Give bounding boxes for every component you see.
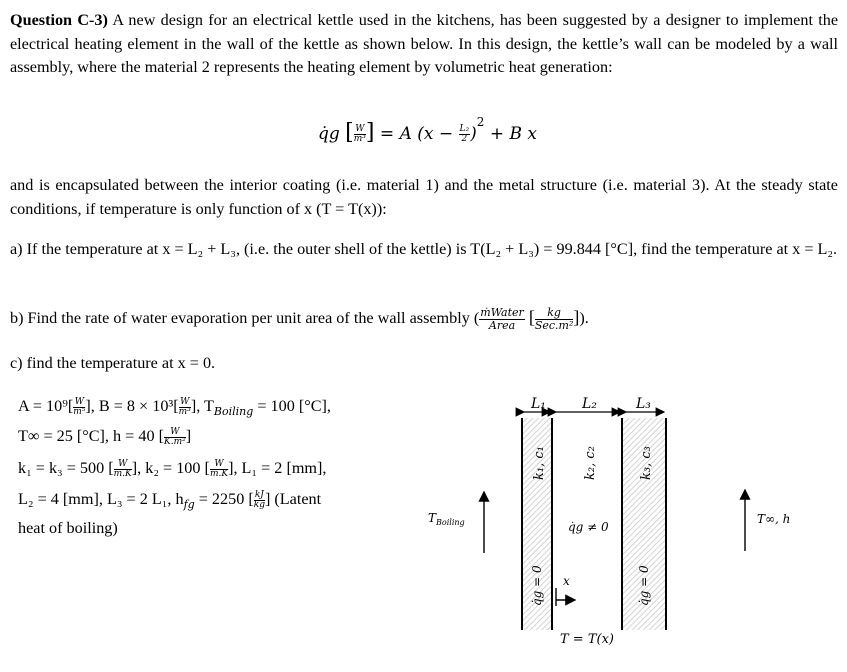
given-h-unit-den: K.m² [163, 436, 186, 447]
question-continuation: and is encapsulated between the interior coating (i.e. material 1) and the metal structure (i.e. material 3). At the steady state conditions, if temperature is only function of x (T = T(x)): [10, 176, 838, 218]
given-A-unit-num: W [74, 396, 84, 407]
given-h-close: ] [185, 427, 192, 445]
heat-generation-equation: q̇g [ $\frac{W}{\text{m³}}$ ] = A (x − $\frac{\text{L₂}}{2}$ )$^2$ + B x [318, 115, 537, 145]
given-Tboiling: ], T [190, 397, 214, 415]
given-Tboiling-sub: Boiling [213, 405, 254, 419]
question-label: Question C-3) [10, 11, 108, 29]
given-L1: ], L₁ = 2 [mm], [228, 459, 327, 477]
given-hfg-unit-num: kJ [254, 489, 264, 500]
part-b-rate-den: Area [488, 319, 516, 332]
given-k2-unit-num: W [210, 460, 228, 470]
part-b-rate-num: ṁWater [480, 306, 524, 319]
question-intro-text: A new design for an electrical kettle used in the kitchens, has been suggested by a designer to implement the electrical heating element in the wall of the kettle as shown below. In this design, the kettle’s wall can be modeled by a wall assembly, where the material 2 represents the heating element by volumetric heat generation: [10, 11, 838, 76]
given-k2: ], k₂ = 100 [ [131, 459, 210, 477]
eq-lhs-unit-den: m³ [353, 134, 366, 144]
given-k1-unit-den: m.K [113, 468, 132, 479]
given-L2-L3-h: L₂ = 4 [mm], L₃ = 2 L₁, h [18, 490, 184, 508]
layer-3-label: k₃, c₃ [639, 446, 654, 480]
part-c: c) find the temperature at x = 0. [10, 354, 216, 372]
eq-rhs-b: + B x [489, 124, 537, 144]
part-b-unit-num: kg [535, 307, 574, 320]
given-Tboiling-value: = 100 [°C], [253, 397, 331, 415]
eq-lhs-symbol: q̇g [318, 124, 340, 144]
L1-label: L₁ [531, 396, 546, 412]
given-k1-k3: k₁ = k₃ = 500 [ [18, 459, 114, 477]
eq-rhs-frac-den: 2 [461, 134, 468, 144]
eq-rhs-frac-num: L₂ [459, 124, 470, 134]
t-inf-h-label: T∞, h [757, 512, 791, 526]
eq-rhs-a: = A (x − [379, 124, 454, 144]
part-b-close: ). [579, 309, 589, 328]
part-a: a) If the temperature at x = L₂ + L₃, (i.e. the outer shell of the kettle) is T(L₂ + L₃) = 99.844 [°C], find the temperature at x = L₂. [10, 240, 838, 258]
given-k1-unit-num: W [114, 460, 132, 470]
eq-rhs-close: ) [470, 124, 477, 144]
eq-lhs-unit-num: W [355, 124, 365, 134]
given-latent: ] (Latent [264, 490, 322, 508]
given-B-unit-num: W [180, 396, 190, 407]
given-k2-unit-den: m.K [209, 468, 229, 479]
L3-label: L₃ [636, 396, 651, 412]
t-boiling-label: $T_{Boiling}$ [428, 511, 465, 527]
given-h-unit-num: W [164, 428, 186, 438]
layer-1-label: k₁, c₁ [532, 446, 547, 480]
given-hfg-sub: fg [183, 498, 195, 512]
part-b-unit-den: Sec.m² [534, 319, 574, 332]
layer-2-label: k₂, c₂ [583, 446, 598, 480]
L2-label: L₂ [582, 396, 597, 412]
eq-rhs-exp: 2 [476, 115, 485, 130]
part-b: b) Find the rate of water evaporation per unit area of the wall assembly ( $\frac{\text{ṁWater}}{\text{Area}}$ [ $\frac{kg}{\text{Sec.m²}}$ ]). [10, 306, 589, 332]
given-A-unit-den: m⁵ [73, 406, 86, 417]
given-A: A = 10⁹[ [18, 397, 74, 415]
given-line-5: heat of boiling) [18, 519, 118, 537]
x-axis-label: x [563, 574, 570, 588]
t-of-x-label: T = T(x) [560, 632, 614, 647]
layer-3-qg-zero: q̇g = 0 [637, 565, 651, 606]
given-hfg-unit-den: kg [253, 499, 265, 510]
given-B: ], B = 8 × 10³[ [85, 397, 179, 415]
given-hfg: = 2250 [ [194, 490, 254, 508]
given-Tinf-h: T∞ = 25 [°C], h = 40 [ [18, 427, 164, 445]
layer-2-qg-nonzero: q̇g ≠ 0 [568, 520, 609, 534]
given-B-unit-den: m³ [178, 406, 191, 417]
layer-1-qg-zero: q̇g = 0 [530, 565, 544, 606]
part-b-text: b) Find the rate of water evaporation per unit area of the wall assembly ( [10, 309, 480, 328]
